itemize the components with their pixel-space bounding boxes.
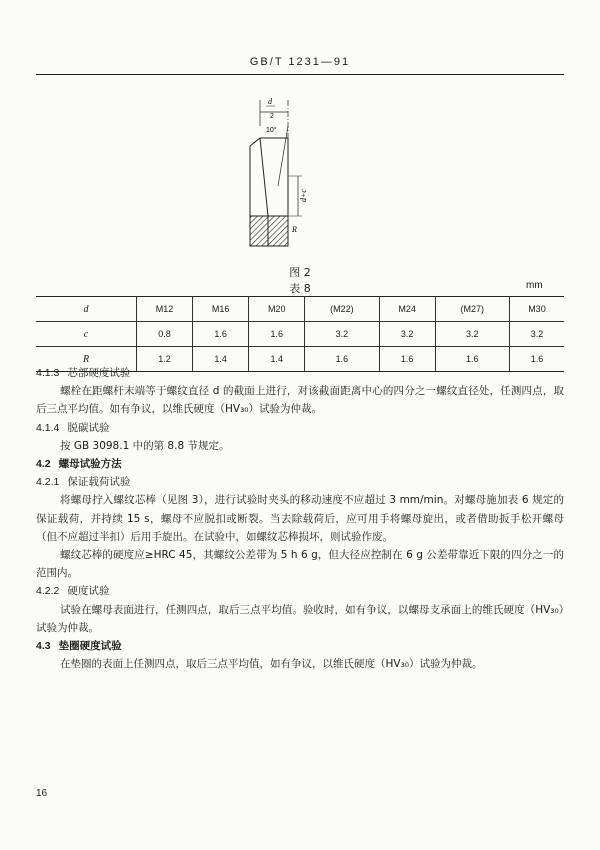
table-cell: 1.6	[305, 347, 379, 372]
table-cell: M20	[249, 297, 305, 322]
table-cell: 1.4	[249, 347, 305, 372]
table-row	[36, 322, 564, 347]
section-heading: 4.2.2 硬度试验	[36, 585, 110, 598]
label-d: d	[268, 97, 272, 106]
figure-caption: 图 2	[289, 266, 311, 279]
table-cell: 3.2	[305, 322, 379, 347]
table-cell: 1.6	[193, 322, 249, 347]
table-cell: c	[36, 322, 137, 347]
label-dc: d+c	[299, 189, 308, 202]
table-cell: (M22)	[305, 297, 379, 322]
table-cell: M30	[509, 297, 564, 322]
table-cell: M24	[379, 297, 435, 322]
paragraph: 在垫圈的表面上任测四点，取后三点平均值，如有争议，以维氏硬度（HV₃₀）试验为仲裁。	[60, 658, 483, 671]
table-cell: 1.6	[435, 347, 509, 372]
header-rule	[36, 74, 564, 75]
label-angle: 10°	[266, 127, 277, 134]
table-cell: 3.2	[379, 322, 435, 347]
section-heading: 4.1.4 脱碳试验	[36, 421, 110, 434]
table-cell: 3.2	[509, 322, 564, 347]
paragraph: 螺栓在距螺杆末端等于螺纹直径 d 的截面上进行，对该截面距离中心的四分之一螺纹直径处，任测四点，取后三点平均值。如有争议，以维氏硬度（HV₃₀）试验为仲裁。	[36, 385, 564, 416]
table-cell: 1.2	[137, 347, 193, 372]
section-heading: 4.1.3 芯部硬度试验	[36, 367, 131, 379]
section-heading: 4.3 垫圈硬度试验	[36, 640, 122, 653]
table-cell: 1.6	[379, 347, 435, 372]
table-row	[36, 297, 564, 322]
page-number: 16	[36, 788, 48, 799]
table-unit: mm	[526, 280, 543, 291]
paragraph: 螺纹芯棒的硬度应≥HRC 45，其螺纹公差带为 5 h 6 g，但大径应控制在 6 g 公差带靠近下限的四分之一的范围内。	[36, 549, 564, 580]
paragraph: 将螺母拧入螺纹芯棒（见图 3），进行试验时夹头的移动速度不应超过 3 mm/min。对螺母施加表 6 规定的保证载荷，并持续 15 s，螺母不应脱扣或断裂。当去除载荷后，应可用手将螺母旋出，或者借助扳手松开螺母（但不应超过半扣）后用手旋出。在试验中，如螺纹芯棒损坏，则试验作废。	[36, 494, 564, 543]
table-cell: 1.6	[249, 322, 305, 347]
paragraph: 试验在螺母表面进行，任测四点，取后三点平均值。验收时，如有争议，以螺母支承面上的维氏硬度（HV₃₀）试验为仲裁。	[36, 603, 564, 634]
paragraph: 按 GB 3098.1 中的第 8.8 节规定。	[60, 439, 230, 452]
table-cell: (M27)	[435, 297, 509, 322]
spec-table	[36, 296, 564, 372]
table-cell: M16	[193, 297, 249, 322]
body-text	[36, 364, 564, 673]
label-2: 2	[270, 113, 274, 120]
table-cell: 3.2	[435, 322, 509, 347]
table-title: 表 8	[289, 282, 311, 295]
table-cell: M12	[137, 297, 193, 322]
document-code: GB/T 1231—91	[249, 56, 351, 68]
table-cell: R	[36, 347, 137, 372]
table-cell: d	[83, 303, 89, 315]
label-R: R	[292, 225, 297, 234]
table-cell: 0.8	[137, 322, 193, 347]
section-heading: 4.2.1 保证载荷试验	[36, 476, 131, 489]
section-heading: 4.2 螺母试验方法	[36, 458, 122, 471]
figure-2-drawing	[230, 96, 350, 256]
table-cell: 1.6	[509, 347, 564, 372]
table-cell: 1.4	[193, 347, 249, 372]
